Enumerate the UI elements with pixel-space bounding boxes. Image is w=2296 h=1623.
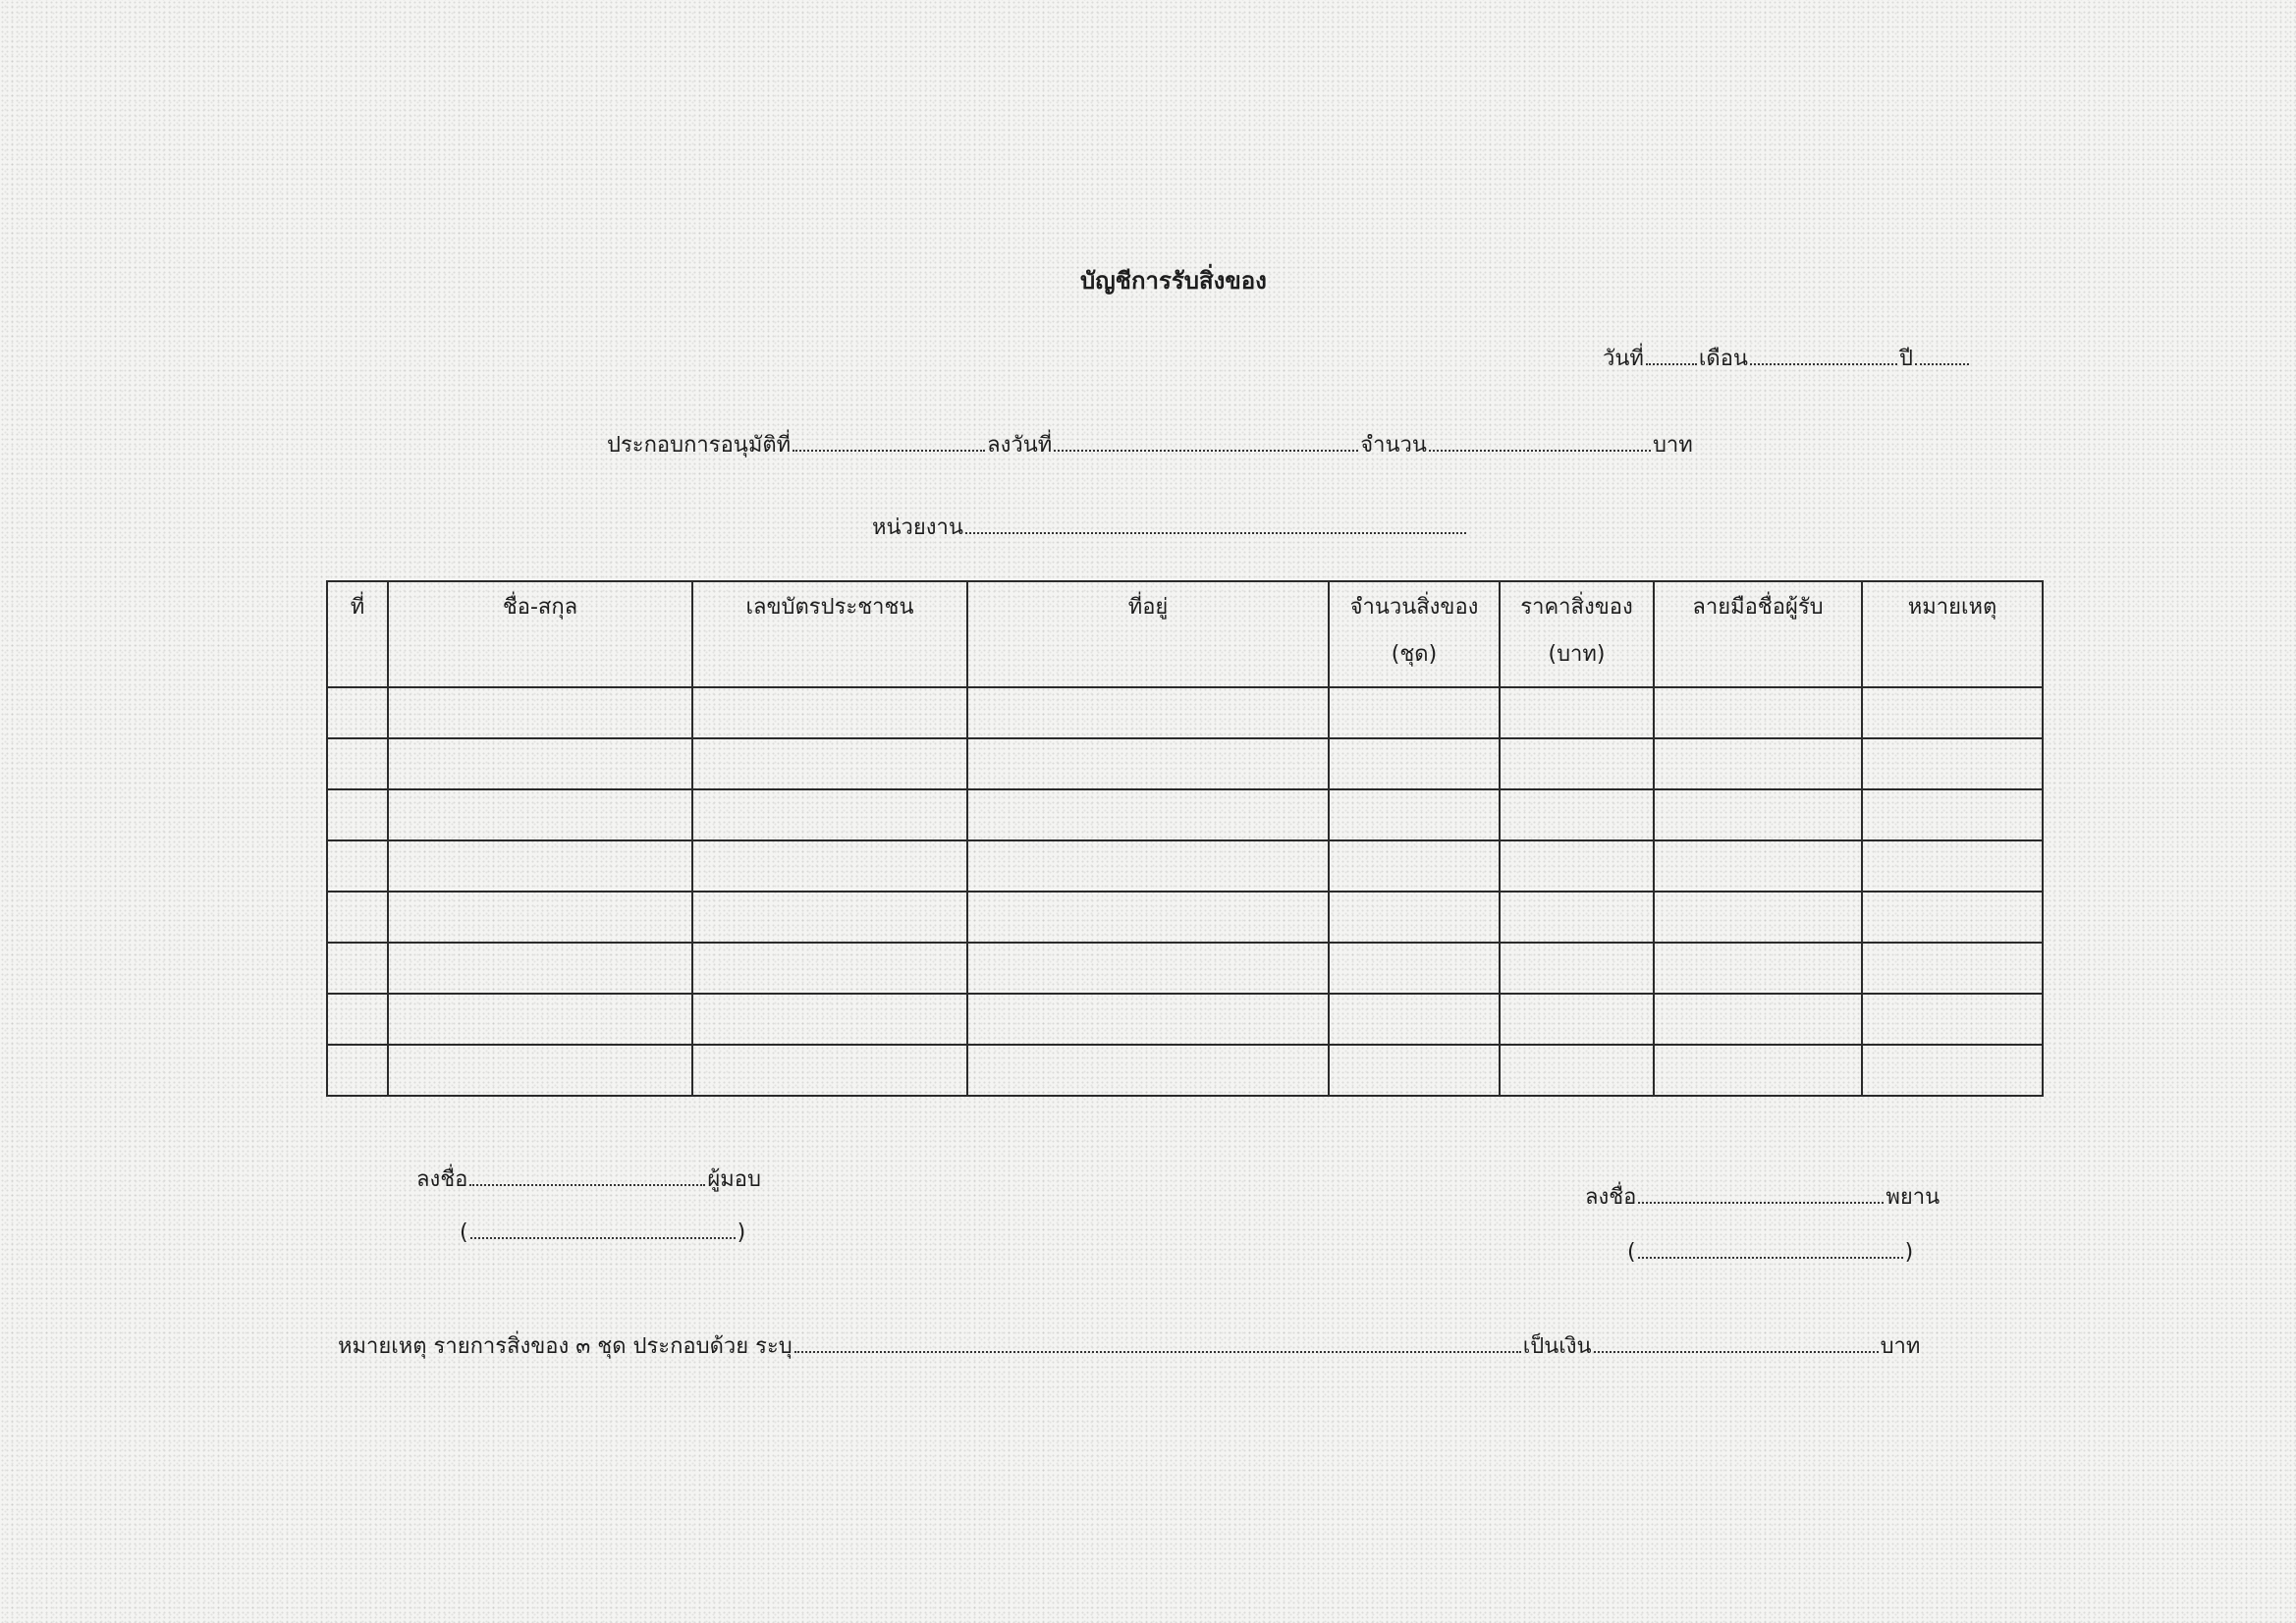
table-row xyxy=(327,738,2043,789)
table-cell[interactable] xyxy=(1654,738,1862,789)
giver-signature-field[interactable] xyxy=(469,1166,705,1186)
giver-name-field[interactable] xyxy=(470,1219,736,1239)
table-cell[interactable] xyxy=(692,738,967,789)
col-header-no: ที่ xyxy=(327,581,388,687)
table-row xyxy=(327,789,2043,840)
table-cell[interactable] xyxy=(692,789,967,840)
table-cell[interactable] xyxy=(1500,738,1654,789)
footer-amount-label: เป็นเงิน xyxy=(1522,1334,1592,1359)
table-cell[interactable] xyxy=(1329,1045,1500,1096)
table-cell[interactable] xyxy=(388,994,692,1045)
giver-name-line xyxy=(460,1219,745,1247)
table-cell[interactable] xyxy=(1329,687,1500,738)
day-field[interactable] xyxy=(1646,346,1697,365)
month-field[interactable] xyxy=(1750,346,1897,365)
table-cell[interactable] xyxy=(388,1045,692,1096)
col-header-quantity: จำนวนสิ่งของ (ชุด) xyxy=(1329,581,1500,687)
approval-date-label: ลงวันที่ xyxy=(987,433,1053,458)
table-cell[interactable] xyxy=(1862,840,2043,892)
table-cell[interactable] xyxy=(692,943,967,994)
approval-label: ประกอบการอนุมัติที่ xyxy=(607,433,792,458)
table-cell[interactable] xyxy=(1500,943,1654,994)
table-cell[interactable] xyxy=(1329,840,1500,892)
table-cell[interactable] xyxy=(692,994,967,1045)
table-cell[interactable] xyxy=(1329,789,1500,840)
year-label: ปี xyxy=(1898,347,1913,371)
col-header-id-card: เลขบัตรประชาชน xyxy=(692,581,967,687)
table-row xyxy=(327,892,2043,943)
giver-paren-close: ) xyxy=(737,1220,746,1245)
footer-baht-label: บาท xyxy=(1880,1334,1921,1359)
table-cell[interactable] xyxy=(1500,789,1654,840)
approval-date-field[interactable] xyxy=(1054,432,1358,452)
giver-role: ผู้มอบ xyxy=(707,1167,761,1192)
table-cell[interactable] xyxy=(1654,994,1862,1045)
table-cell[interactable] xyxy=(967,1045,1329,1096)
table-cell[interactable] xyxy=(692,687,967,738)
table-cell[interactable] xyxy=(1329,994,1500,1045)
footer-amount-field[interactable] xyxy=(1594,1333,1879,1353)
table-cell[interactable] xyxy=(967,994,1329,1045)
witness-paren-close: ) xyxy=(1904,1240,1914,1265)
table-cell[interactable] xyxy=(1329,738,1500,789)
approval-baht-label: บาท xyxy=(1652,433,1693,458)
witness-sign-label: ลงชื่อ xyxy=(1585,1185,1637,1210)
table-cell[interactable] xyxy=(327,840,388,892)
approval-amount-label: จำนวน xyxy=(1360,433,1427,458)
unit-field[interactable] xyxy=(965,514,1466,534)
receipt-table xyxy=(326,580,2044,1097)
table-cell[interactable] xyxy=(327,994,388,1045)
table-cell[interactable] xyxy=(967,687,1329,738)
year-field[interactable] xyxy=(1915,346,1969,365)
witness-name-field[interactable] xyxy=(1638,1239,1903,1259)
table-row xyxy=(327,1045,2043,1096)
table-cell[interactable] xyxy=(1654,687,1862,738)
table-cell[interactable] xyxy=(967,840,1329,892)
table-cell[interactable] xyxy=(1654,1045,1862,1096)
col-header-name: ชื่อ-สกุล xyxy=(388,581,692,687)
table-cell[interactable] xyxy=(388,943,692,994)
witness-name-line xyxy=(1627,1239,1913,1267)
table-cell[interactable] xyxy=(1500,840,1654,892)
table-cell[interactable] xyxy=(388,892,692,943)
table-row xyxy=(327,840,2043,892)
witness-role: พยาน xyxy=(1886,1185,1941,1210)
unit-label: หน่วยงาน xyxy=(872,515,963,540)
table-cell[interactable] xyxy=(1862,994,2043,1045)
table-cell[interactable] xyxy=(1500,892,1654,943)
unit-line xyxy=(872,514,1468,542)
table-cell[interactable] xyxy=(327,738,388,789)
month-label: เดือน xyxy=(1698,347,1748,371)
table-cell[interactable] xyxy=(1862,789,2043,840)
table-cell[interactable] xyxy=(388,840,692,892)
giver-sign-label: ลงชื่อ xyxy=(416,1167,468,1192)
col-header-address: ที่อยู่ xyxy=(967,581,1329,687)
table-cell[interactable] xyxy=(1654,892,1862,943)
witness-signature-line xyxy=(1585,1184,1940,1212)
date-line xyxy=(1603,346,1971,373)
table-cell[interactable] xyxy=(1862,687,2043,738)
col-header-remark: หมายเหตุ xyxy=(1862,581,2043,687)
col-header-signature: ลายมือชื่อผู้รับ xyxy=(1654,581,1862,687)
document-title: บัญชีการรับสิ่งของ xyxy=(1080,267,1267,295)
table-header-row xyxy=(327,581,2043,687)
table-cell[interactable] xyxy=(692,840,967,892)
table-cell[interactable] xyxy=(1862,892,2043,943)
day-label: วันที่ xyxy=(1603,347,1644,371)
approval-amount-field[interactable] xyxy=(1429,432,1651,452)
approval-line xyxy=(607,432,1693,460)
table-cell[interactable] xyxy=(967,738,1329,789)
table-cell[interactable] xyxy=(967,892,1329,943)
approval-number-field[interactable] xyxy=(793,432,985,452)
table-row xyxy=(327,687,2043,738)
table-cell[interactable] xyxy=(327,892,388,943)
table-cell[interactable] xyxy=(1654,943,1862,994)
giver-paren-open: ( xyxy=(460,1220,468,1245)
footer-items-field[interactable] xyxy=(794,1333,1521,1353)
witness-signature-field[interactable] xyxy=(1638,1184,1884,1204)
table-cell[interactable] xyxy=(692,1045,967,1096)
footer-note xyxy=(338,1333,1920,1361)
table-cell[interactable] xyxy=(967,943,1329,994)
table-cell[interactable] xyxy=(327,687,388,738)
table-cell[interactable] xyxy=(1654,789,1862,840)
table-cell[interactable] xyxy=(327,789,388,840)
witness-paren-open: ( xyxy=(1627,1240,1636,1265)
table-cell[interactable] xyxy=(692,892,967,943)
table-cell[interactable] xyxy=(1500,1045,1654,1096)
table-cell[interactable] xyxy=(388,687,692,738)
table-cell[interactable] xyxy=(1329,892,1500,943)
table-cell[interactable] xyxy=(1862,1045,2043,1096)
table-cell[interactable] xyxy=(967,789,1329,840)
table-row xyxy=(327,943,2043,994)
table-cell[interactable] xyxy=(1862,738,2043,789)
table-cell[interactable] xyxy=(1862,943,2043,994)
footer-note-prefix: หมายเหตุ รายการสิ่งของ ๓ ชุด ประกอบด้วย ระบุ xyxy=(338,1334,793,1359)
table-cell[interactable] xyxy=(1329,943,1500,994)
table-cell[interactable] xyxy=(327,943,388,994)
table-cell[interactable] xyxy=(1500,687,1654,738)
table-cell[interactable] xyxy=(1654,840,1862,892)
table-row xyxy=(327,994,2043,1045)
table-cell[interactable] xyxy=(388,738,692,789)
table-cell[interactable] xyxy=(327,1045,388,1096)
table-cell[interactable] xyxy=(1500,994,1654,1045)
giver-signature-line xyxy=(416,1166,761,1194)
col-header-price: ราคาสิ่งของ (บาท) xyxy=(1500,581,1654,687)
table-cell[interactable] xyxy=(388,789,692,840)
